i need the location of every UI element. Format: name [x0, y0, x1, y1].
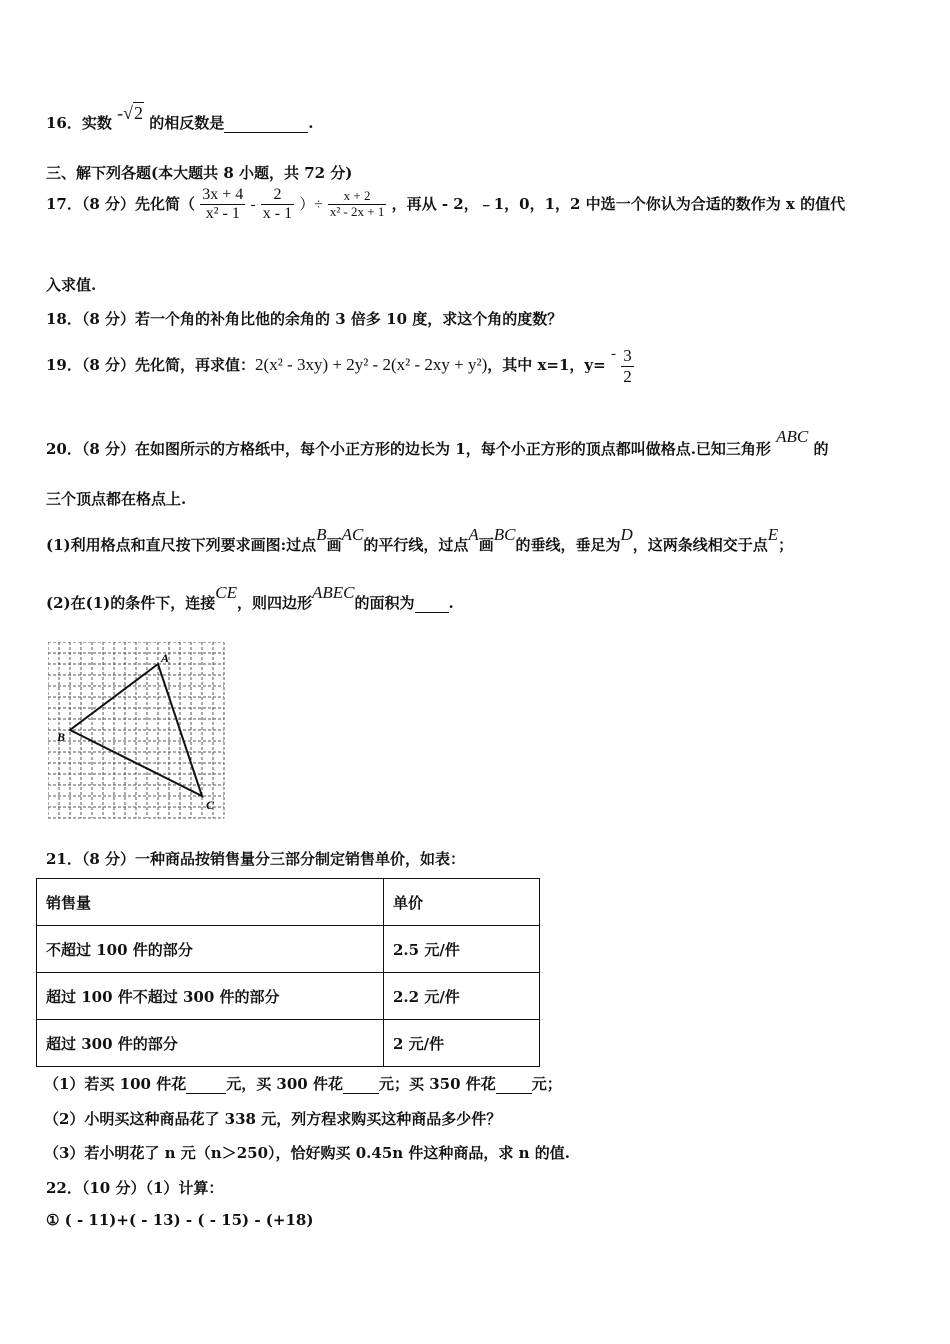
- q19-prefix: 19．（8 分）先化简，再求值：: [46, 356, 256, 375]
- q20-label-c: C: [206, 798, 215, 812]
- q16-blank: [224, 114, 308, 133]
- q16-end: .: [308, 114, 314, 132]
- q20-p2-blank: [415, 594, 449, 613]
- q20-part-1: [46, 525, 794, 555]
- q17-f2-num: 2: [273, 186, 282, 203]
- q19-condition: ，其中 x=1，y=: [487, 356, 606, 375]
- q19-sign: -: [610, 346, 616, 363]
- table-cell-price: 2.2 元/件: [384, 973, 540, 1020]
- q17-line: [46, 186, 845, 224]
- q21-s1-b: 元，买 300 件花: [226, 1075, 343, 1093]
- q20-p2-b: ，则四边形: [237, 594, 313, 612]
- q17-fraction-1: [200, 186, 245, 224]
- q21-intro: 21．（8 分）一种商品按销售量分三部分制定销售单价，如表：: [46, 850, 466, 868]
- q16-suffix: 的相反数是: [149, 114, 225, 132]
- q17-tail-2: 入求值.: [46, 276, 97, 294]
- table-cell-quantity: 超过 100 件不超过 300 件的部分: [37, 973, 384, 1020]
- table-cell-price: 2.5 元/件: [384, 926, 540, 973]
- q20-line-2: 三个顶点都在格点上.: [46, 490, 187, 508]
- q17-close-div: ）÷: [299, 196, 323, 213]
- q21-blank-1: [186, 1075, 226, 1094]
- q17-score: （8 分）先化简（: [81, 194, 196, 213]
- q17-f3-den: x² - 2x + 1: [329, 204, 385, 220]
- q21-s1-c: 元；买 350 件花: [378, 1075, 496, 1093]
- q20-p2-a: (2)在(1)的条件下，连接: [46, 594, 216, 612]
- q20-label-b: B: [57, 730, 66, 744]
- q21-s1-a: （1）若买 100 件花: [44, 1075, 187, 1093]
- q21-sub-3: （3）若小明花了 n 元（n＞250），恰好购买 0.45n 件这种商品，求 n 的值.: [44, 1144, 570, 1162]
- q20-p1-e: 的垂线，垂足为: [515, 536, 621, 554]
- q20-p2-c: 的面积为: [354, 594, 415, 612]
- q20-p1-B: B: [316, 525, 327, 544]
- q20-p1-d: 画: [478, 536, 494, 554]
- q17-f1-num: 3x + 4: [202, 186, 244, 203]
- q20-p1-E: E: [767, 525, 779, 544]
- q16-line: [46, 103, 314, 133]
- table-cell-quantity: 超过 300 件的部分: [37, 1020, 384, 1067]
- q18-text: 18．（8 分）若一个角的补角比他的余角的 3 倍多 10 度，求这个角的度数？: [46, 310, 563, 328]
- q20-line1-text: 20．（8 分）在如图所示的方格纸中，每个小正方形的边长为 1，每个小正方形的顶点都叫做格点.已知三角形: [46, 440, 771, 458]
- q19-y-den: 2: [623, 366, 632, 386]
- table-header-price: 单价: [384, 879, 540, 926]
- q19-y-num: 3: [623, 346, 632, 365]
- q20-line-1: [46, 427, 829, 459]
- q21-price-table: [36, 878, 540, 1067]
- q20-p1-A: A: [468, 525, 479, 544]
- table-row: [37, 973, 540, 1020]
- q16-radicand: 2: [134, 103, 144, 123]
- q21-blank-2: [343, 1075, 379, 1094]
- q17-f2-den: x - 1: [262, 205, 293, 223]
- q22-intro: 22．（10 分）（1）计算：: [46, 1179, 224, 1197]
- q20-p2-ABEC: ABEC: [312, 583, 355, 602]
- q20-p1-D: D: [620, 525, 633, 544]
- q17-fraction-2: [261, 186, 294, 224]
- q17-minus: -: [250, 196, 256, 213]
- q20-p1-f: ，这两条线相交于点: [632, 536, 768, 554]
- q20-label-a: A: [161, 651, 170, 665]
- q17-number: 17．: [46, 194, 82, 213]
- table-cell-quantity: 不超过 100 件的部分: [37, 926, 384, 973]
- q16-sign: -: [117, 103, 124, 123]
- q20-abc: ABC: [776, 427, 809, 446]
- q20-p1-BC: BC: [493, 525, 516, 544]
- section-3-title: 三、解下列各题(本大题共 8 小题，共 72 分): [46, 164, 353, 182]
- q16-number: 16．: [46, 114, 82, 132]
- q17-fraction-3: [328, 189, 387, 220]
- q20-p2-CE: CE: [215, 583, 237, 602]
- q19-expression: 2(x² - 3xy) + 2y² - 2(x² - 2xy + y²): [255, 355, 488, 375]
- q20-p1-a: (1)利用格点和直尺按下列要求画图:过点: [46, 536, 317, 554]
- q20-p1-AC: AC: [341, 525, 364, 544]
- q17-tail: ，再从 - 2，﹣1，0，1，2 中选一个你认为合适的数作为 x 的值代: [391, 194, 846, 213]
- q20-p2-d: .: [448, 594, 454, 612]
- q20-p1-c: 的平行线，过点: [363, 536, 469, 554]
- q21-sub-2: （2）小明买这种商品花了 338 元，列方程求购买这种商品多少件？: [44, 1110, 502, 1128]
- q17-f1-den: x² - 1: [200, 204, 245, 223]
- q20-p1-b: 画: [326, 536, 342, 554]
- q21-blank-3: [496, 1075, 532, 1094]
- q16-radical: -√2: [117, 103, 144, 123]
- q20-part-2: [46, 583, 454, 613]
- q20-de: 的: [813, 440, 829, 458]
- q21-sub-1: [44, 1073, 562, 1094]
- q19-line: [46, 346, 634, 386]
- table-row: [37, 1020, 540, 1067]
- table-header-row: [37, 879, 540, 926]
- q20-grid-figure: [48, 642, 228, 820]
- q16-prefix: 实数: [81, 114, 112, 132]
- table-header-quantity: 销售量: [37, 879, 384, 926]
- q22-item-1: ① ( - 11)+( - 13) - ( - 15) - (+18): [46, 1211, 314, 1229]
- q19-y-fraction: [621, 346, 634, 386]
- table-row: [37, 926, 540, 973]
- q17-f3-num: x + 2: [343, 188, 371, 204]
- q21-s1-d: 元；: [531, 1075, 562, 1093]
- q20-p1-g: ；: [778, 536, 794, 554]
- table-cell-price: 2 元/件: [384, 1020, 540, 1067]
- q20-grid: [48, 642, 224, 818]
